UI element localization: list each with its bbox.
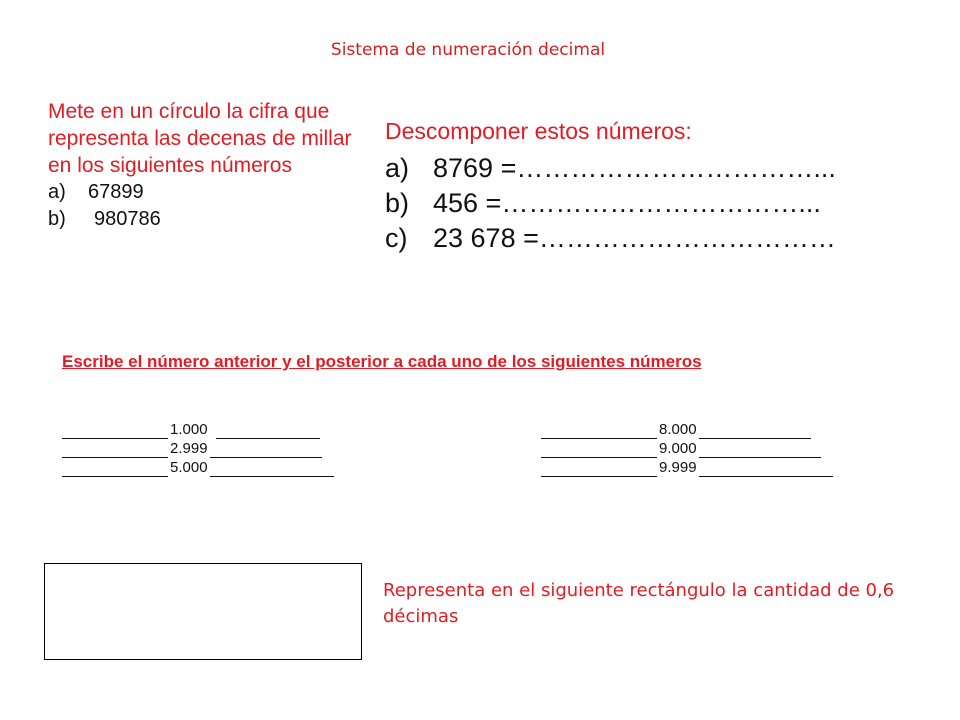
circle-exercise [48, 98, 368, 233]
sequence-number: 9.999 [659, 459, 697, 476]
sequence-number: 9.000 [659, 440, 697, 457]
item-text: 23 678 =…………………………… [433, 223, 836, 253]
decompose-heading: Descomponer estos números: [385, 118, 692, 144]
answer-blank-after[interactable] [699, 423, 811, 439]
sequence-number: 2.999 [170, 440, 208, 457]
sequence-row [62, 458, 334, 477]
answer-blank-after[interactable] [210, 442, 322, 458]
answer-blank-after[interactable] [699, 442, 821, 458]
answer-blank-after[interactable] [216, 423, 320, 439]
decompose-item [385, 151, 945, 186]
decompose-exercise [385, 118, 945, 256]
item-label: b) [385, 188, 410, 218]
decompose-item [385, 186, 945, 221]
answer-blank-before[interactable] [62, 442, 168, 458]
sequence-left-column [62, 420, 334, 477]
item-value: 980786 [94, 208, 161, 230]
item-label: a) [48, 181, 66, 203]
item-text: 8769 =……………………………... [433, 153, 836, 183]
item-label: b) [48, 208, 66, 230]
answer-blank-before[interactable] [541, 423, 657, 439]
sequence-row [541, 439, 833, 458]
item-label: a) [385, 153, 410, 183]
sequence-number: 8.000 [659, 421, 697, 438]
answer-blank-before[interactable] [541, 442, 657, 458]
sequence-row [541, 420, 833, 439]
circle-exercise-item [48, 206, 368, 233]
sequence-row [62, 420, 334, 439]
sequence-number: 1.000 [170, 421, 208, 438]
answer-blank-after[interactable] [699, 461, 833, 477]
represent-instruction: Representa en el siguiente rectángulo la cantidad de 0,6 décimas [383, 580, 895, 627]
decompose-item [385, 221, 945, 256]
sequence-number: 5.000 [170, 459, 208, 476]
answer-blank-after[interactable] [210, 461, 334, 477]
sequence-right-column [541, 420, 833, 477]
item-value: 67899 [88, 181, 144, 203]
item-text: 456 =……………………………... [433, 188, 821, 218]
circle-exercise-question: Mete en un círculo la cifra que representa las decenas de millar en los siguientes números [48, 100, 352, 177]
sequence-heading: Escribe el número anterior y el posterior a cada uno de los siguientes números [62, 352, 702, 371]
answer-blank-before[interactable] [62, 423, 168, 439]
item-label: c) [385, 223, 408, 253]
sequence-row [541, 458, 833, 477]
circle-exercise-item [48, 179, 368, 206]
drawing-rectangle[interactable] [44, 563, 362, 660]
sequence-row [62, 439, 334, 458]
page-title: Sistema de numeración decimal [330, 40, 606, 60]
answer-blank-before[interactable] [62, 461, 168, 477]
answer-blank-before[interactable] [541, 461, 657, 477]
